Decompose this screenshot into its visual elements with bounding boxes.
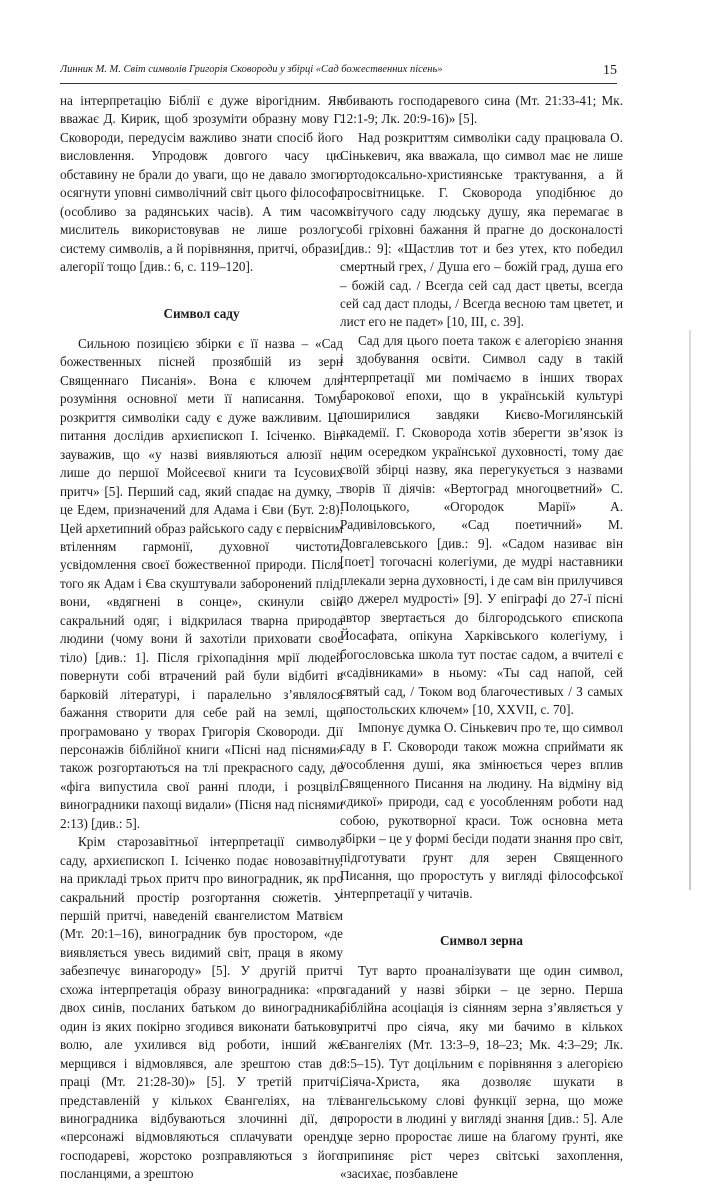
paragraph: Імпонує думка О. Сінькевич про те, що символ саду в Г. Сковороди також можна сприймати як уособлення душі, яка змінюється через вплив Священного Писання на людину. На відміну від «дикої» природи, сад є уособленням роботи над собою, рукотворної краси. Тож основна мета збірки – це у формі бесіди подати знання про світ, підготувати ґрунт для зерен Священного Писання, що проростуть у вигляді філософської інтерпретації у читачів. <box>340 720 623 902</box>
paragraph: Над розкриттям символіки саду працювала О. Сінькевич, яка вважала, що символ має не лише ортодоксально-християнське трактування, а й просвітницьке. Г. Сковорода уподібнює до квітучого саду людську душу, яка перемагає в собі гріховні бажання й прагне до досконалості [див.: 9]: «Щастлив тот и без утех, кто победил смертный грех, / Душа его – божій град, душа его – божій сад. / Всегда сей сад даст цветы, всегда сей сад даст плоды, / Всегда весною там цветет, и лист его не падет» [10, ІІІ, с. 39]. <box>340 129 623 330</box>
paragraph: Сильною позицією збірки є її назва – «Сад божественных пісней прозябшій из зерн Священнаго Писанія». Вона є ключем для розуміння основної мети її написання. Тому розкриття символіки саду є дуже важливим. Це питання дослідив архиєпископ І. Ісіченко. Він зауважив, що «у назві виявляються алюзії не лише до першої Мойсеєвої книги та Ісусових притч» [5]. Перший сад, який спадає на думку, – це Едем, призначений для Адама і Єви (Бут. 2:8). Цей архетипний образ райського саду є первісним втіленням гармонії, духовної чистоти, усвідомлення своєї божественної природи. Після того як Адам і Єва скуштували заборонений плід, вони, «вдягнені в сонце», скинули свій сакральний одяг, і відкрилася тварна природа людини (чому вони й захотіли приховати своє тіло) [див.: 1]. Після гріхопадіння мрії людей повернути собі втрачений рай були відбиті в барковій літературі, і паралельно з’являлося бажання створити для себе рай на землі, що програмовано у творах Григорія Сковороди. Дії персонажів біблійної книги «Пісні над піснями» також розгортаються на тлі прекрасного саду, де «фіга випустила свої ранні плоди, і розцвілі виноградники пахощі видали» (Пісня над піснями 2:13) [див.: 5]. <box>60 335 343 831</box>
scan-edge-shadow <box>689 330 691 890</box>
page-number: 15 <box>603 63 617 78</box>
header-rule <box>60 83 617 84</box>
paragraph: Сад для цього поета також є алегорією знання і здобування освіти. Символ саду в такій інтерпретації ми помічаємо в інших творах барокової епохи, що в українській культурі поширилися завдяки Києво-Могилянській академії. Г. Сковорода хотів зберегти зв’язок із цим осередком української духовності, тому дає своїй збірці назву, яка перегукується з назвами творів її діячів: «Вертоград многоцветний» С. Полоцького, «Огородок Марії» А. Радивіловського, «Сад поетичний» М. Довгалевського [див.: 9]. «Садом називає він [поет] тогочасні колегіуми, де мудрі наставники плекали зерна духовності, і де сам він прилучився до джерел мудрості» [9]. У епіграфі до 27-ї пісні автор звертається до білгородського єпископа Йосафата, опікуна Харківського колегіуму, і богословська школа тут постає садом, а вчителі є «садівниками» в ньому: «Ты сад напой, сей святый сад, / Током вод благочестивых / З самых апостольских ключем» [10, XXVII, с. 70]. <box>340 332 623 717</box>
section-title-seed: Символ зерна <box>440 932 523 948</box>
left-column <box>60 92 343 1184</box>
paragraph: на інтерпретацію Біблії є дуже вірогідним. Як вважає Д. Кирик, щоб зрозуміти образну мову Г. Сковороди, передусім важливо знати спосіб його висловлення. Упродовж довгого часу цю обставину не брали до уваги, що не давало змоги осягнути уповні символічний світ цього філософа (особливо за радянських часів). А тим часом мислитель використовував не лише розлогу систему символів, а й порівняння, притчі, образи, алегорії тощо [див.: 6, с. 119–120]. <box>60 93 343 275</box>
right-column <box>340 92 623 1184</box>
paragraph: Тут варто проаналізувати ще один символ, згаданий у назві збірки – це зерно. Перша біблійна асоціація із сіянням зерна з’являється у притчі про сіяча, яку ми бачимо в кількох Євангеліях (Мт. 13:3–9, 18–23; Мк. 4:3–29; Лк. 8:5–15). Тут доцільним є порівняння з алегорією Сіяча-Христа, яка дозволяє шукати в євангельському слові функції зерна, що може прорости в людині у вигляді знання [див.: 5]. Але це зерно проростає лише на благому ґрунті, яке припиняє ріст через світські захоплення, «засихає, позбавлене <box>340 963 623 1182</box>
section-title-garden: Символ саду <box>163 305 240 321</box>
running-head: Линник М. М. Світ символів Григорія Сковороди у збірці «Сад божественних пісень» <box>60 64 443 75</box>
paragraph: вбивають господаревого сина (Мт. 21:33-41; Мк. 12:1-9; Лк. 20:9-16)» [5]. <box>340 93 623 127</box>
paragraph: Крім старозавітньої інтерпретації символу саду, архиєпископ І. Ісіченко подає новозавітну, на прикладі трьох притч про виноградник, як про сакральний простір розгортання сюжетів. У першій притчі, наведеній євангелистом Матвієм (Мт. 20:1–16), виноградник був простором, «де виявляється увесь видимий світ, праця в якому забезпечує винагороду» [5]. У другій притчі схожа інтерпретація образу виноградника: «про двох синів, посланих батьком до виноградника, один із яких покірно згодився виконати батькову волю, але ухилився від роботи, інший же мерщився і відмовлявся, але зрештою став до праці (Мт. 21:28-30)» [5]. У третій притчі, представленій у кількох Євангеліях, на тлі виноградника відбуваються злочинні дії, де «персонажі відмовляються сплачувати оренду господареві, жорстоко розправляються з його посланцями, а зрештою <box>60 834 343 1182</box>
